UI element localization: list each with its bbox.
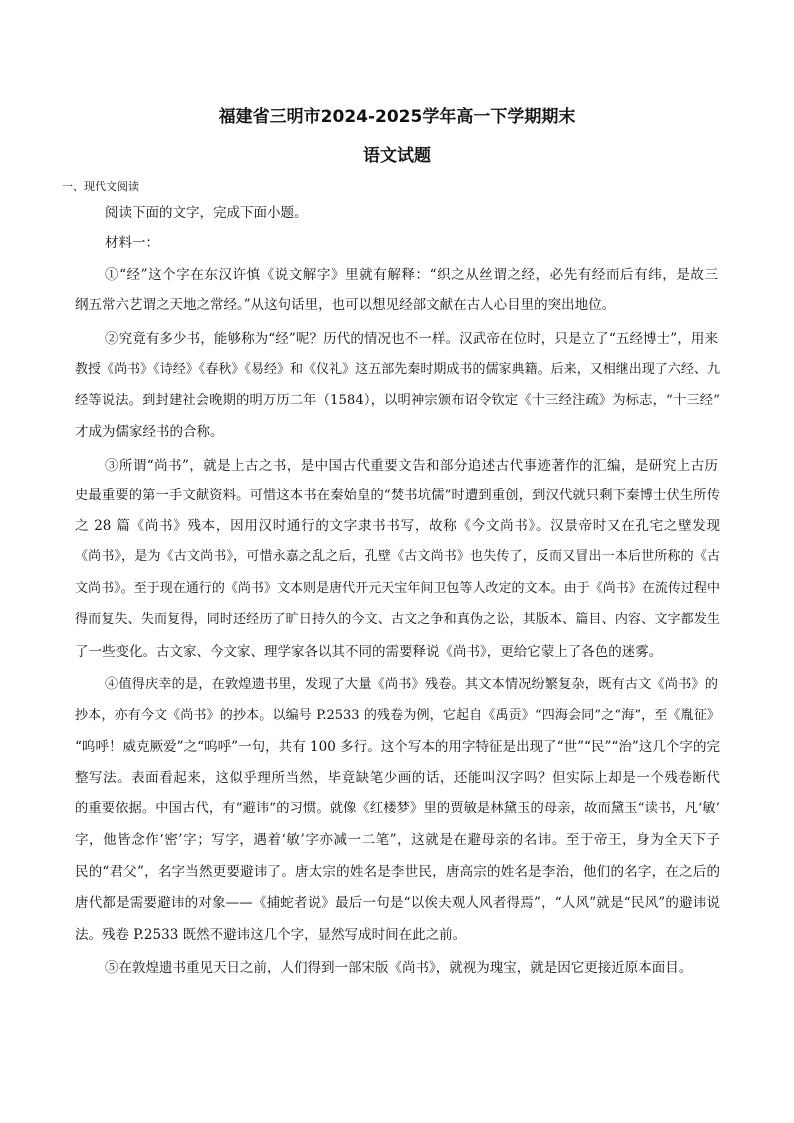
paragraph-line: “呜呼！威克厥爱”之“呜呼”一句，共有 100 多行。这个写本的用字特征是出现了“世”“民”“治”这几个字的完 bbox=[75, 739, 720, 755]
paragraph-line: 字，他皆念作‘密’字；写字，遇着‘敏’字亦减一二笔”，这就是在避母亲的名讳。至于帝王，身为全天下子 bbox=[75, 832, 720, 848]
material-label: 材料一： bbox=[105, 235, 159, 251]
document-subtitle: 语文试题 bbox=[363, 146, 431, 166]
paragraph-line: ②究竟有多少书，能够称为“经”呢？历代的情况也不一样。汉武帝在位时，只是立了“五经博士”，用来 bbox=[105, 331, 718, 347]
paragraph-line: 文尚书》。至于现在通行的《尚书》文本则是唐代开元天宝年间卫包等人改定的文本。由于《尚书》在流传过程中 bbox=[75, 581, 720, 596]
paragraph-line: 史最重要的第一手文献资料。可惜这本书在秦始皇的“焚书坑儒”时遭到重创，到汉代就只剩下秦博士伏生所传 bbox=[75, 488, 720, 503]
paragraph-line: 法。残卷 P.2533 既然不避讳这几个字，显然写成时间在此之前。 bbox=[75, 927, 467, 943]
paragraph-line: 整写法。表面看起来，这似乎理所当然，毕竟缺笔少画的话，还能叫汉字吗？但实际上却是一个残卷断代 bbox=[75, 770, 720, 786]
paragraph-line: 的重要依据。中国古代，有“避讳”的习惯。就像《红楼梦》里的贾敏是林黛玉的母亲，故而黛玉“读书，凡‘敏’ bbox=[75, 801, 720, 816]
paragraph-line: 了一些变化。古文家、今文家、理学家各以其不同的需要释说《尚书》，更给它蒙上了各色的迷雾。 bbox=[75, 644, 663, 660]
paragraph-line: ①“经”这个字在东汉许慎《说文解字》里就有解释：“织之从丝谓之经，必先有经而后有纬，是故三 bbox=[105, 267, 718, 283]
paragraph-line: 之 28 篇《尚书》残本，因用汉时通行的文字隶书书写，故称《今文尚书》。汉景帝时又在孔宅之壁发现 bbox=[75, 518, 720, 534]
paragraph-line: ③所谓“尚书”，就是上古之书，是中国古代重要文告和部分追述古代事迹著作的汇编，是研究上古历 bbox=[105, 458, 718, 474]
paragraph-line: 得而复失、失而复得，同时还经历了旷日持久的今文、古文之争和真伪之讼，其版本、篇目、内容、文字都发生 bbox=[75, 612, 720, 627]
paragraph-line: 抄本，亦有今文《尚书》的抄本。以编号 P.2533 的残卷为例，它起自《禹贡》“四海会同”之“海”，至《胤征》 bbox=[75, 708, 720, 723]
paragraph-line: 纲五常六艺谓之天地之常经。”从这句话里，也可以想见经部文献在古人心目里的突出地位。 bbox=[75, 297, 616, 313]
paragraph-line: ⑤在敦煌遗书重见天日之前，人们得到一部宋版《尚书》，就视为瑰宝，就是因它更接近原本面目。 bbox=[105, 960, 693, 976]
paragraph-line: 民的“君父”，名字当然更要避讳了。唐太宗的姓名是李世民，唐高宗的姓名是李治，他们的名字，在之后的 bbox=[75, 864, 720, 880]
instruction-text: 阅读下面的文字，完成下面小题。 bbox=[105, 205, 308, 221]
document-title: 福建省三明市2024-2025学年高一下学期期末 bbox=[218, 107, 576, 127]
section-heading: 一、现代文阅读 bbox=[62, 180, 139, 193]
paragraph-line: 教授《尚书》《诗经》《春秋》《易经》和《仪礼》这五部先秦时期成书的儒家典籍。后来，又相继出现了六经、九 bbox=[75, 362, 720, 377]
paragraph-line: 《尚书》，是为《古文尚书》，可惜永嘉之乱之后，孔壁《古文尚书》也失传了，反而又冒出一本后世所称的《古 bbox=[75, 549, 720, 564]
paragraph-line: 经等说法。到封建社会晚期的明万历二年（1584），以明神宗颁布诏令钦定《十三经注疏》为标志，“十三经” bbox=[75, 393, 720, 408]
paragraph-line: ④值得庆幸的是，在敦煌遗书里，发现了大量《尚书》残卷。其文本情况纷繁复杂，既有古文《尚书》的 bbox=[105, 677, 718, 692]
paragraph-line: 唐代都是需要避讳的对象——《捕蛇者说》最后一句是“以俟夫观人风者得焉”，“人风”就是“民风”的避讳说 bbox=[75, 895, 720, 911]
paragraph-line: 才成为儒家经书的合称。 bbox=[75, 424, 224, 440]
